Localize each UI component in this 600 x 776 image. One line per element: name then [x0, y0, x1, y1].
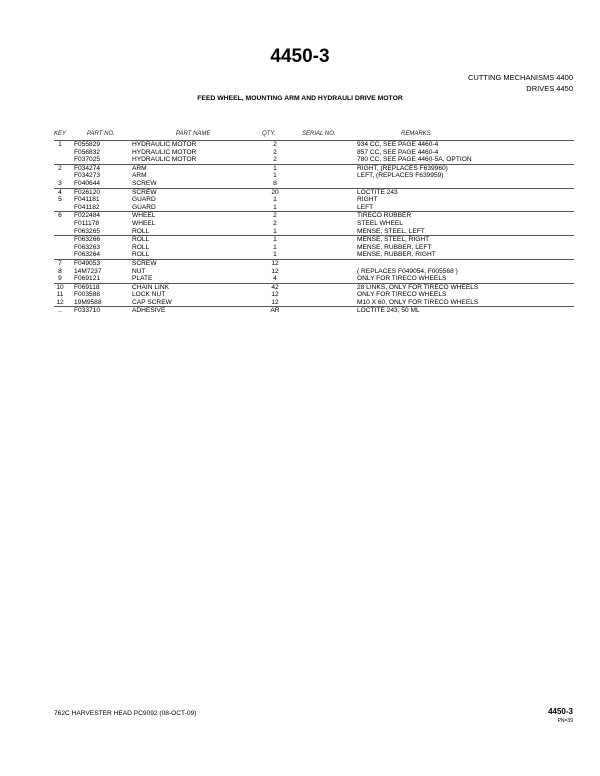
cell-part-no: F034273: [74, 172, 101, 180]
cell-remarks: ONLY FOR TIRECO WHEELS: [357, 291, 447, 299]
cell-remarks: LEFT: [357, 203, 374, 211]
cell-part-name: ROLL: [132, 236, 150, 244]
table-row: [54, 141, 574, 149]
cell-remarks: ( REPLACES F049054, F005568 ): [357, 267, 458, 275]
row-group: [54, 235, 574, 259]
cell-qty: 12: [271, 259, 279, 267]
cell-part-name: ROLL: [132, 251, 150, 259]
cell-qty: 4: [273, 275, 277, 283]
cell-part-name: ADHESIVE: [132, 307, 166, 315]
cell-part-no: F034274: [74, 164, 101, 172]
cell-key: 2: [58, 164, 62, 172]
table-body: [54, 140, 574, 315]
cell-key: 4: [58, 188, 62, 196]
header-part-name: PART NAME: [176, 131, 211, 137]
cell-key: 11: [56, 291, 64, 299]
cell-remarks: 857 CC, SEE PAGE 4460-4: [357, 148, 439, 156]
cell-remarks: RIGHT, (REPLACES F639960): [357, 164, 448, 172]
cell-remarks: 780 CC, SEE PAGE 4460-5A, OPTION: [357, 156, 472, 164]
cell-part-name: HYDRAULIC MOTOR: [132, 148, 197, 156]
cell-key: ..: [58, 307, 62, 315]
cell-key: 3: [58, 179, 62, 187]
cell-remarks: MENSE, STEEL, RIGHT: [357, 236, 430, 244]
row-group: [54, 283, 574, 307]
table-row: [54, 220, 574, 228]
table-row: [54, 251, 574, 259]
cell-part-no: F069118: [74, 283, 100, 291]
cell-part-name: PLATE: [132, 275, 153, 283]
cell-part-name: NUT: [132, 267, 146, 275]
cell-part-no: F069121: [74, 275, 101, 283]
table-row: [54, 291, 574, 299]
footer-pn: PN=39: [557, 718, 573, 724]
table-row: [54, 212, 574, 220]
table-row: [54, 228, 574, 236]
header-part-no: PART NO.: [87, 131, 115, 137]
cell-part-no: F022484: [74, 212, 101, 220]
table-row: [54, 204, 574, 212]
cell-qty: 2: [273, 156, 277, 164]
row-group: [54, 164, 574, 188]
cell-part-name: HYDRAULIC MOTOR: [132, 141, 197, 148]
cell-part-name: WHEEL: [132, 219, 156, 227]
cell-part-no: F026120: [74, 188, 101, 196]
cell-qty: 1: [273, 243, 277, 251]
footer-document-info: 762C HARVESTER HEAD PC9092 (08-OCT-09): [54, 710, 197, 717]
cell-remarks: RIGHT: [357, 196, 378, 204]
cell-key: 7: [58, 259, 62, 267]
cell-part-no: F063266: [74, 236, 101, 244]
cell-qty: 1: [273, 196, 277, 204]
cell-part-name: LOCK NUT: [132, 291, 166, 299]
cell-qty: 20: [271, 188, 279, 196]
table-row: [54, 260, 574, 268]
cell-remarks: LEFT, (REPLACES F639959): [357, 172, 444, 180]
page-title: FEED WHEEL, MOUNTING ARM AND HYDRAULI DRIVE MOTOR: [197, 95, 403, 102]
cell-part-no: F055829: [74, 141, 101, 148]
cell-part-name: GUARD: [132, 196, 156, 204]
cell-part-no: 19M9588: [74, 298, 102, 306]
footer-page-number: 4450-3: [548, 707, 573, 716]
cell-key: 12: [56, 298, 64, 306]
cell-key: 5: [58, 196, 62, 204]
table-row: [54, 284, 574, 292]
cell-part-name: ROLL: [132, 227, 150, 235]
cell-part-name: WHEEL: [132, 212, 156, 220]
cell-remarks: 28 LINKS, ONLY FOR TIRECO WHEELS: [357, 283, 479, 291]
cell-part-name: CHAIN LINK: [132, 283, 170, 291]
table-row: [54, 244, 574, 252]
table-row: [54, 189, 574, 197]
cell-part-no: F056832: [74, 148, 101, 156]
cell-part-no: F049053: [74, 259, 101, 267]
table-row: [54, 196, 574, 204]
table-header: [54, 131, 574, 140]
cell-part-no: F041182: [74, 203, 100, 211]
cell-key: 10: [56, 283, 64, 291]
cell-qty: 2: [273, 219, 277, 227]
cell-remarks: MENSE, RUBBER, LEFT: [357, 243, 432, 251]
cell-remarks: 934 CC, SEE PAGE 4460-4: [357, 141, 439, 148]
cell-remarks: STEEL WHEEL: [357, 219, 403, 227]
cell-part-no: F033710: [74, 307, 101, 315]
header-qty: QTY.: [262, 131, 276, 137]
cell-key: 9: [58, 275, 62, 283]
cell-qty: 1: [273, 251, 277, 259]
table-row: [54, 149, 574, 157]
header-serial-no: SERIAL NO.: [302, 131, 336, 137]
cell-part-name: HYDRAULIC MOTOR: [132, 156, 197, 164]
cell-qty: AR: [270, 307, 280, 315]
cell-remarks: M10 X 60, ONLY FOR TIRECO WHEELS: [357, 298, 479, 306]
cell-part-no: F003588: [74, 291, 101, 299]
cell-qty: 1: [273, 164, 277, 172]
parts-table: [54, 131, 574, 315]
header-key: KEY: [54, 131, 67, 137]
table-row: [54, 156, 574, 164]
cell-part-no: 14M7237: [74, 267, 102, 275]
cell-part-name: ARM: [132, 172, 147, 180]
cell-part-no: F063265: [74, 227, 101, 235]
table-row: [54, 299, 574, 307]
cell-remarks: LOCTITE 243: [357, 188, 398, 196]
cell-qty: 12: [271, 291, 279, 299]
cell-qty: 1: [273, 203, 277, 211]
cell-qty: 42: [271, 283, 279, 291]
cell-part-no: F063263: [74, 243, 101, 251]
table-row: [54, 236, 574, 244]
cell-key: 6: [58, 212, 62, 220]
cell-key: 8: [58, 267, 62, 275]
cell-part-name: SCREW: [132, 188, 157, 196]
cell-part-no: F063264: [74, 251, 101, 259]
cell-qty: 8: [273, 179, 277, 187]
cell-qty: 2: [273, 212, 277, 220]
page-number-header: 4450-3: [270, 46, 330, 67]
row-group: [54, 188, 574, 212]
cell-part-no: F040644: [74, 179, 101, 187]
cell-part-name: GUARD: [132, 203, 156, 211]
cell-part-name: SCREW: [132, 179, 157, 187]
header-remarks: REMARKS: [401, 131, 431, 137]
cell-remarks: MENSE, RUBBER, RIGHT: [357, 251, 436, 259]
cell-part-name: CAP SCREW: [132, 298, 172, 306]
cell-part-no: F011178: [74, 219, 100, 227]
cell-qty: 12: [271, 267, 279, 275]
cell-qty: 2: [273, 148, 277, 156]
section-heading: CUTTING MECHANISMS 4400: [467, 73, 573, 82]
cell-qty: 1: [273, 236, 277, 244]
row-group: [54, 306, 574, 315]
cell-part-no: F037025: [74, 156, 101, 164]
cell-remarks: ONLY FOR TIRECO WHEELS: [357, 275, 447, 283]
table-row: [54, 165, 574, 173]
row-group: [54, 211, 574, 235]
row-group: [54, 140, 574, 164]
table-row: [54, 307, 574, 315]
cell-part-no: F041181: [74, 196, 100, 204]
cell-part-name: ARM: [132, 164, 147, 172]
cell-remarks: TIRECO RUBBER: [357, 212, 412, 220]
table-row: [54, 275, 574, 283]
table-row: [54, 172, 574, 180]
cell-key: 1: [58, 141, 62, 148]
cell-remarks: LOCTITE 243, 50 ML: [357, 307, 420, 315]
row-group: [54, 259, 574, 283]
cell-qty: 12: [271, 298, 279, 306]
cell-part-name: SCREW: [132, 259, 157, 267]
cell-qty: 2: [273, 141, 277, 148]
cell-remarks: MENSE, STEEL, LEFT: [357, 227, 425, 235]
cell-qty: 1: [273, 172, 277, 180]
table-row: [54, 268, 574, 276]
cell-qty: 1: [273, 227, 277, 235]
subsection-heading: DRIVES 4450: [526, 84, 573, 93]
table-row: [54, 180, 574, 188]
cell-part-name: ROLL: [132, 243, 150, 251]
